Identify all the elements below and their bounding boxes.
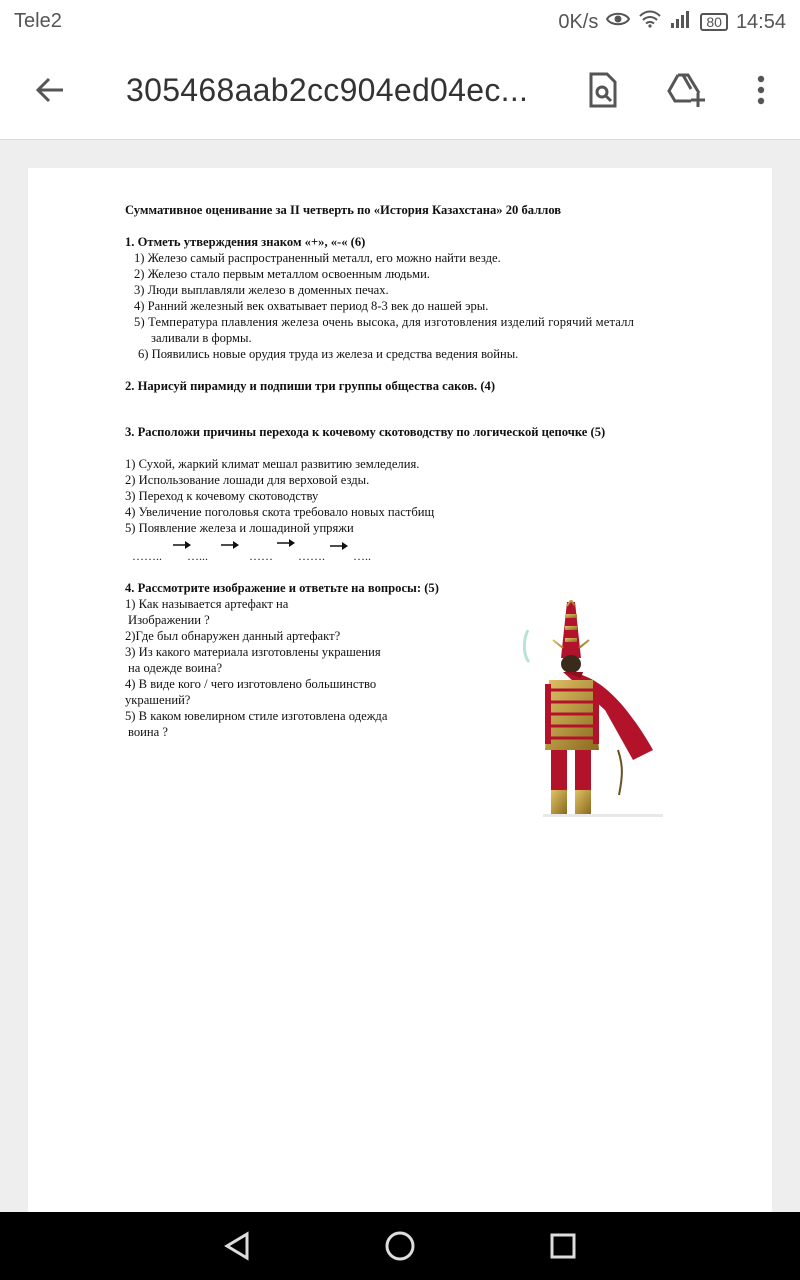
- q4-line: 5) В каком ювелирном стиле изготовлена одежда: [125, 709, 388, 723]
- q4-line: 2)Где был обнаружен данный артефакт?: [125, 629, 341, 643]
- q3-item: 4) Увеличение поголовья скота требовало новых пастбищ: [125, 505, 435, 519]
- q4-line: 1) Как называется артефакт на: [125, 597, 289, 611]
- document-heading: Суммативное оценивание за II четверть по «История Казахстана» 20 баллов: [125, 203, 562, 217]
- carrier-label: Tele2: [14, 10, 62, 32]
- q3-item: 3) Переход к кочевому скотоводству: [125, 489, 319, 503]
- add-to-drive-icon: [667, 73, 707, 107]
- golden-warrior-image: [523, 600, 673, 820]
- search-in-document-button[interactable]: [581, 68, 625, 112]
- triangle-back-icon: [223, 1231, 251, 1261]
- q2-title: 2. Нарисуй пирамиду и подпиши три группы общества саков. (4): [125, 379, 496, 393]
- wifi-icon: [638, 10, 662, 34]
- q1-item: 5) Температура плавления железа очень высока, для изготовления изделий горячий металл: [134, 315, 635, 329]
- arrow-right-icon: [277, 539, 295, 547]
- q3-title: 3. Расположи причины перехода к кочевому скотоводству по логической цепочке (5): [125, 425, 606, 439]
- document-page[interactable]: [28, 168, 772, 1212]
- q1-item: 6) Появились новые орудия труда из железа и средства ведения войны.: [138, 347, 519, 361]
- q4-line: Изображении ?: [128, 613, 210, 627]
- battery-icon: 80: [700, 13, 728, 31]
- signal-icon: [670, 10, 692, 34]
- back-button[interactable]: [28, 68, 72, 112]
- q1-item: 3) Люди выплавляли железо в доменных печах.: [134, 283, 389, 297]
- app-bar: [0, 44, 800, 140]
- nav-home-button[interactable]: [380, 1226, 420, 1266]
- q3-item: 5) Появление железа и лошадиной упряжи: [125, 521, 354, 535]
- q4-line: украшений?: [125, 693, 191, 707]
- status-bar: [0, 0, 800, 44]
- chain-blank: ……: [249, 549, 273, 563]
- search-document-icon: [588, 72, 618, 108]
- clock: 14:54: [735, 10, 786, 33]
- q4-line: на одежде воина?: [128, 661, 223, 675]
- back-arrow-icon: [35, 76, 65, 104]
- q3-item: 2) Использование лошади для верховой езды.: [125, 473, 370, 487]
- arrow-right-icon: [330, 542, 348, 550]
- more-vert-icon: [757, 75, 765, 105]
- q1-item: 4) Ранний железный век охватывает период 8-3 век до нашей эры.: [134, 299, 489, 313]
- nav-back-button[interactable]: [217, 1226, 257, 1266]
- q1-item: 2) Железо стало первым металлом освоенным людьми.: [134, 267, 430, 281]
- q3-answer-chain: [125, 540, 695, 566]
- q4-line: 3) Из какого материала изготовлены украшения: [125, 645, 381, 659]
- navigation-bar: [0, 1212, 800, 1280]
- chain-blank: ……..: [132, 549, 162, 563]
- nav-recents-button[interactable]: [543, 1226, 583, 1266]
- q1-item: 1) Железо самый распространенный металл, его можно найти везде.: [134, 251, 501, 265]
- network-speed: 0K/s: [558, 10, 599, 33]
- q1-title: 1. Отметь утверждения знаком «+», «-« (6): [125, 235, 366, 249]
- status-right: [558, 10, 786, 34]
- q4-title: 4. Рассмотрите изображение и ответьте на вопросы: (5): [125, 581, 439, 595]
- square-recents-icon: [549, 1232, 577, 1260]
- circle-home-icon: [384, 1230, 416, 1262]
- q1-item-continued: заливали в формы.: [151, 331, 252, 345]
- q3-item: 1) Сухой, жаркий климат мешал развитию земледелия.: [125, 457, 420, 471]
- q4-line: 4) В виде кого / чего изготовлено большинство: [125, 677, 377, 691]
- eye-icon: [606, 10, 630, 34]
- chain-blank: …...: [187, 549, 208, 563]
- add-to-drive-button[interactable]: [665, 68, 709, 112]
- more-options-button[interactable]: [739, 68, 783, 112]
- q4-line: воина ?: [128, 725, 168, 739]
- chain-blank: …..: [353, 549, 371, 563]
- arrow-right-icon: [221, 541, 239, 549]
- document-title: 305468aab2cc904ed04ec...: [126, 72, 529, 108]
- chain-blank: …….: [298, 549, 325, 563]
